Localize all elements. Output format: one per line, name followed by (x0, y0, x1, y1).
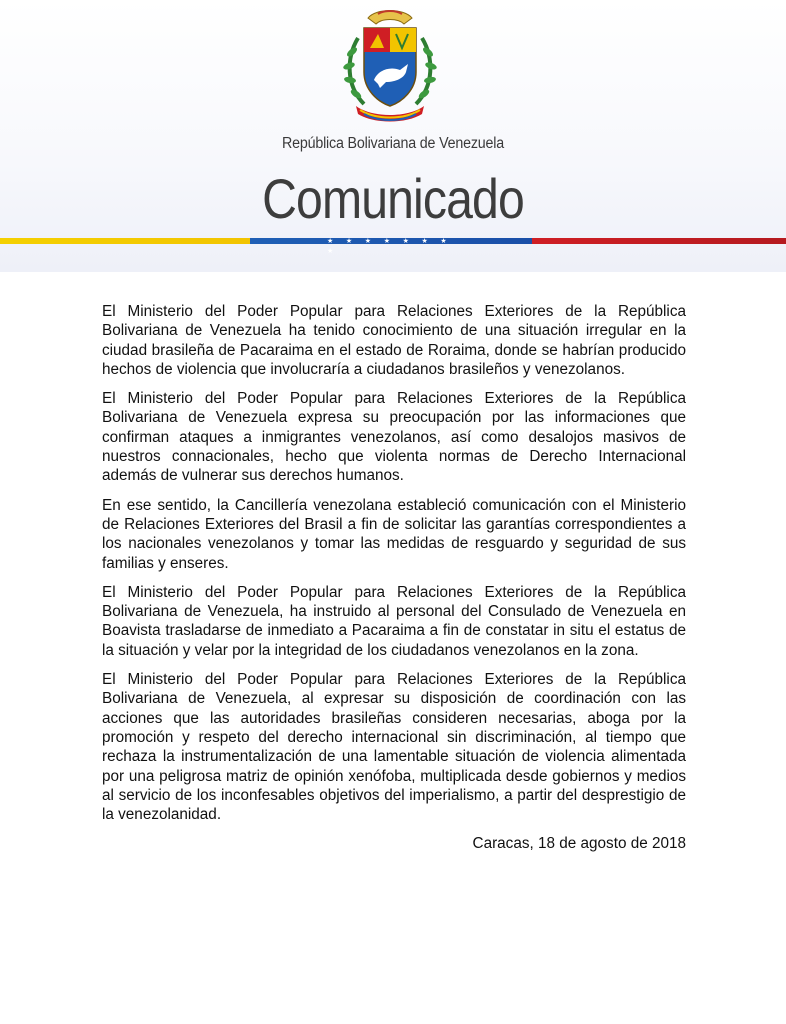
paragraph: El Ministerio del Poder Popular para Relaciones Exteriores de la República Bolivariana de Venezuela, al expresar su disposición de coordinación con las acciones que las autoridades brasileñas consideren necesarias, aboga por la promoción y respeto del derecho internacional sin discriminación, al tiempo que rechaza la instrumentalización de una lamentable situación de violencia alimentada por una peligrosa matriz de opinión xenófoba, multiplicada desde gobiernos y medios al servicio de los inconfesables objetivos del imperialismo, a partir del desprestigio de la venezolanidad. (102, 671, 686, 824)
page-title: Comunicado (262, 167, 524, 230)
stripe-red (532, 238, 786, 244)
republic-name: República Bolivariana de Venezuela (281, 135, 505, 152)
paragraph: En ese sentido, la Cancillería venezolana estableció comunicación con el Ministerio de Relaciones Exteriores del Brasil a fin de solicitar las garantías correspondientes a los nacionales venezolanos y tomar las medidas de resguardo y seguridad de sus familias y enseres. (102, 496, 686, 572)
coat-of-arms-of-venezuela-icon (338, 8, 442, 126)
paragraph: El Ministerio del Poder Popular para Relaciones Exteriores de la República Bolivariana de Venezuela ha tenido conocimiento de una situación irregular en la ciudad brasileña de Pacaraima en el estado de Roraima, donde se habrían producido hechos de violencia que involucraría a ciudadanos brasileños y venezolanos. (102, 303, 686, 378)
letterhead (0, 0, 786, 272)
stars-row: ★ ★ ★ ★ ★ ★ ★ ★ (327, 237, 452, 255)
stripe-yellow (0, 238, 250, 244)
paragraph: El Ministerio del Poder Popular para Relaciones Exteriores de la República Bolivariana de Venezuela expresa su preocupación por las informaciones que confirman ataques a inmigrantes venezolanos, así como desalojos masivos de nuestros connacionales, hecho que violenta normas de Derecho Internacional además de vulnerar sus derechos humanos. (102, 390, 686, 485)
paragraph: El Ministerio del Poder Popular para Relaciones Exteriores de la República Bolivariana de Venezuela, ha instruido al personal del Consulado de Venezuela en Boavista trasladarse de inmediato a Pacaraima a fin de constatar in situ el estatus de la situación y velar por la integridad de los ciudadanos venezolanos en la zona. (102, 583, 686, 659)
signoff-date: Caracas, 18 de agosto de 2018 (472, 835, 686, 853)
communique-body (102, 302, 686, 864)
